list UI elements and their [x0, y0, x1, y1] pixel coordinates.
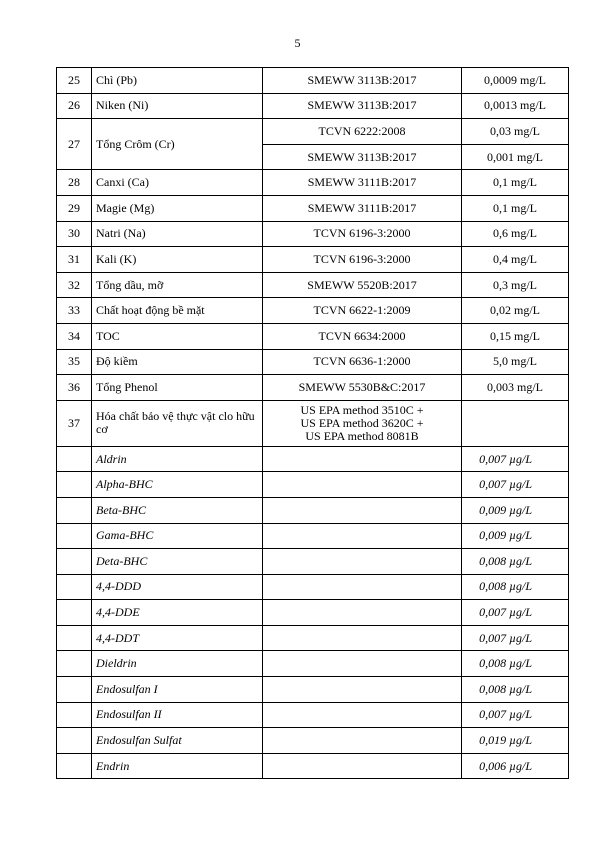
table-row — [57, 702, 569, 728]
detection-limit: 0,3 mg/L — [462, 272, 569, 298]
table-row — [57, 549, 569, 575]
parameter-name: Tổng Crôm (Cr) — [92, 119, 263, 170]
test-method — [263, 728, 462, 754]
row-number: 37 — [57, 400, 92, 446]
detection-limit: 0,4 mg/L — [462, 247, 569, 273]
row-number: 32 — [57, 272, 92, 298]
detection-limit: 0,007 µg/L — [462, 472, 569, 498]
row-number: 27 — [57, 119, 92, 170]
table-row — [57, 753, 569, 779]
row-number — [57, 497, 92, 523]
parameter-name: 4,4-DDE — [92, 600, 263, 626]
table-row — [57, 574, 569, 600]
test-method — [263, 625, 462, 651]
table-row — [57, 651, 569, 677]
test-method: SMEWW 3113B:2017 — [263, 93, 462, 119]
row-number — [57, 753, 92, 779]
parameter-name: Beta-BHC — [92, 497, 263, 523]
table-row — [57, 298, 569, 324]
detection-limit: 0,008 µg/L — [462, 677, 569, 703]
table-row — [57, 677, 569, 703]
table-row — [57, 472, 569, 498]
row-number: 36 — [57, 375, 92, 401]
row-number: 25 — [57, 68, 92, 94]
test-method — [263, 549, 462, 575]
test-method — [263, 753, 462, 779]
test-method: SMEWW 5530B&C:2017 — [263, 375, 462, 401]
table-row — [57, 119, 569, 145]
detection-limit: 0,007 µg/L — [462, 600, 569, 626]
test-method-line: US EPA method 3510C + — [300, 402, 424, 417]
test-method: SMEWW 3113B:2017 — [263, 144, 462, 170]
parameter-name: Endosulfan II — [92, 702, 263, 728]
row-number — [57, 625, 92, 651]
test-method — [263, 472, 462, 498]
row-number: 34 — [57, 323, 92, 349]
table-row — [57, 728, 569, 754]
parameter-name: Tổng Phenol — [92, 375, 263, 401]
test-method — [263, 446, 462, 472]
table-row — [57, 195, 569, 221]
detection-limit: 0,003 mg/L — [462, 375, 569, 401]
parameter-name: Endosulfan I — [92, 677, 263, 703]
detection-limit: 5,0 mg/L — [462, 349, 569, 375]
parameter-name: Endrin — [92, 753, 263, 779]
row-number: 28 — [57, 170, 92, 196]
row-number: 30 — [57, 221, 92, 247]
test-method-line: US EPA method 3620C + — [300, 415, 424, 430]
detection-limit: 0,02 mg/L — [462, 298, 569, 324]
detection-limit: 0,007 µg/L — [462, 625, 569, 651]
table-row — [57, 170, 569, 196]
table-row — [57, 625, 569, 651]
test-method: TCVN 6634:2000 — [263, 323, 462, 349]
row-number — [57, 523, 92, 549]
parameter-name: Chì (Pb) — [92, 68, 263, 94]
parameter-name: Aldrin — [92, 446, 263, 472]
row-number — [57, 677, 92, 703]
test-method — [263, 600, 462, 626]
table-row — [57, 497, 569, 523]
row-number: 26 — [57, 93, 92, 119]
table-row — [57, 221, 569, 247]
test-method — [263, 497, 462, 523]
test-method: SMEWW 3111B:2017 — [263, 170, 462, 196]
parameter-name: Gama-BHC — [92, 523, 263, 549]
row-number — [57, 446, 92, 472]
detection-limit: 0,008 µg/L — [462, 574, 569, 600]
detection-limit: 0,0009 mg/L — [462, 68, 569, 94]
detection-limit: 0,006 µg/L — [462, 753, 569, 779]
parameter-name: Kali (K) — [92, 247, 263, 273]
table-row — [57, 600, 569, 626]
table-row — [57, 247, 569, 273]
test-method: TCVN 6636-1:2000 — [263, 349, 462, 375]
results-table — [56, 67, 569, 779]
test-method: SMEWW 3113B:2017 — [263, 68, 462, 94]
table-row — [57, 349, 569, 375]
test-method — [263, 574, 462, 600]
test-method: SMEWW 3111B:2017 — [263, 195, 462, 221]
table-row — [57, 523, 569, 549]
parameter-name: Natri (Na) — [92, 221, 263, 247]
test-method-line: US EPA method 8081B — [305, 428, 419, 443]
parameter-name: Deta-BHC — [92, 549, 263, 575]
detection-limit: 0,001 mg/L — [462, 144, 569, 170]
parameter-name: Độ kiềm — [92, 349, 263, 375]
test-method: TCVN 6196-3:2000 — [263, 247, 462, 273]
parameter-name: Alpha-BHC — [92, 472, 263, 498]
parameter-name: Chất hoạt động bề mặt — [92, 298, 263, 324]
page-number: 5 — [294, 36, 301, 50]
test-method — [263, 523, 462, 549]
table-row — [57, 272, 569, 298]
table-row — [57, 68, 569, 94]
test-method — [263, 651, 462, 677]
parameter-name: Tổng dầu, mỡ — [92, 272, 263, 298]
table-row — [57, 446, 569, 472]
row-number — [57, 600, 92, 626]
row-number — [57, 549, 92, 575]
row-number: 29 — [57, 195, 92, 221]
detection-limit: 0,007 µg/L — [462, 702, 569, 728]
test-method: SMEWW 5520B:2017 — [263, 272, 462, 298]
table-row — [57, 400, 569, 446]
parameter-name: Magie (Mg) — [92, 195, 263, 221]
test-method: TCVN 6196-3:2000 — [263, 221, 462, 247]
detection-limit: 0,009 µg/L — [462, 523, 569, 549]
parameter-name: 4,4-DDD — [92, 574, 263, 600]
table-row — [57, 323, 569, 349]
detection-limit: 0,1 mg/L — [462, 170, 569, 196]
detection-limit: 0,009 µg/L — [462, 497, 569, 523]
test-method: TCVN 6622-1:2009 — [263, 298, 462, 324]
row-number — [57, 651, 92, 677]
parameter-name: TOC — [92, 323, 263, 349]
table-row — [57, 375, 569, 401]
parameter-name: Dieldrin — [92, 651, 263, 677]
detection-limit: 0,008 µg/L — [462, 651, 569, 677]
parameter-name: Endosulfan Sulfat — [92, 728, 263, 754]
detection-limit: 0,15 mg/L — [462, 323, 569, 349]
detection-limit — [462, 400, 569, 446]
test-method — [263, 677, 462, 703]
row-number — [57, 574, 92, 600]
row-number — [57, 702, 92, 728]
parameter-name: Canxi (Ca) — [92, 170, 263, 196]
detection-limit: 0,019 µg/L — [462, 728, 569, 754]
detection-limit: 0,0013 mg/L — [462, 93, 569, 119]
row-number — [57, 728, 92, 754]
row-number: 31 — [57, 247, 92, 273]
row-number: 35 — [57, 349, 92, 375]
detection-limit: 0,6 mg/L — [462, 221, 569, 247]
parameter-name: Hóa chất bảo vệ thực vật clo hữu cơ — [92, 400, 263, 446]
table-row — [57, 93, 569, 119]
row-number: 33 — [57, 298, 92, 324]
test-method — [263, 400, 462, 446]
detection-limit: 0,1 mg/L — [462, 195, 569, 221]
detection-limit: 0,03 mg/L — [462, 119, 569, 145]
test-method — [263, 702, 462, 728]
detection-limit: 0,007 µg/L — [462, 446, 569, 472]
parameter-name: Niken (Ni) — [92, 93, 263, 119]
row-number — [57, 472, 92, 498]
test-method: TCVN 6222:2008 — [263, 119, 462, 145]
detection-limit: 0,008 µg/L — [462, 549, 569, 575]
parameter-name: 4,4-DDT — [92, 625, 263, 651]
